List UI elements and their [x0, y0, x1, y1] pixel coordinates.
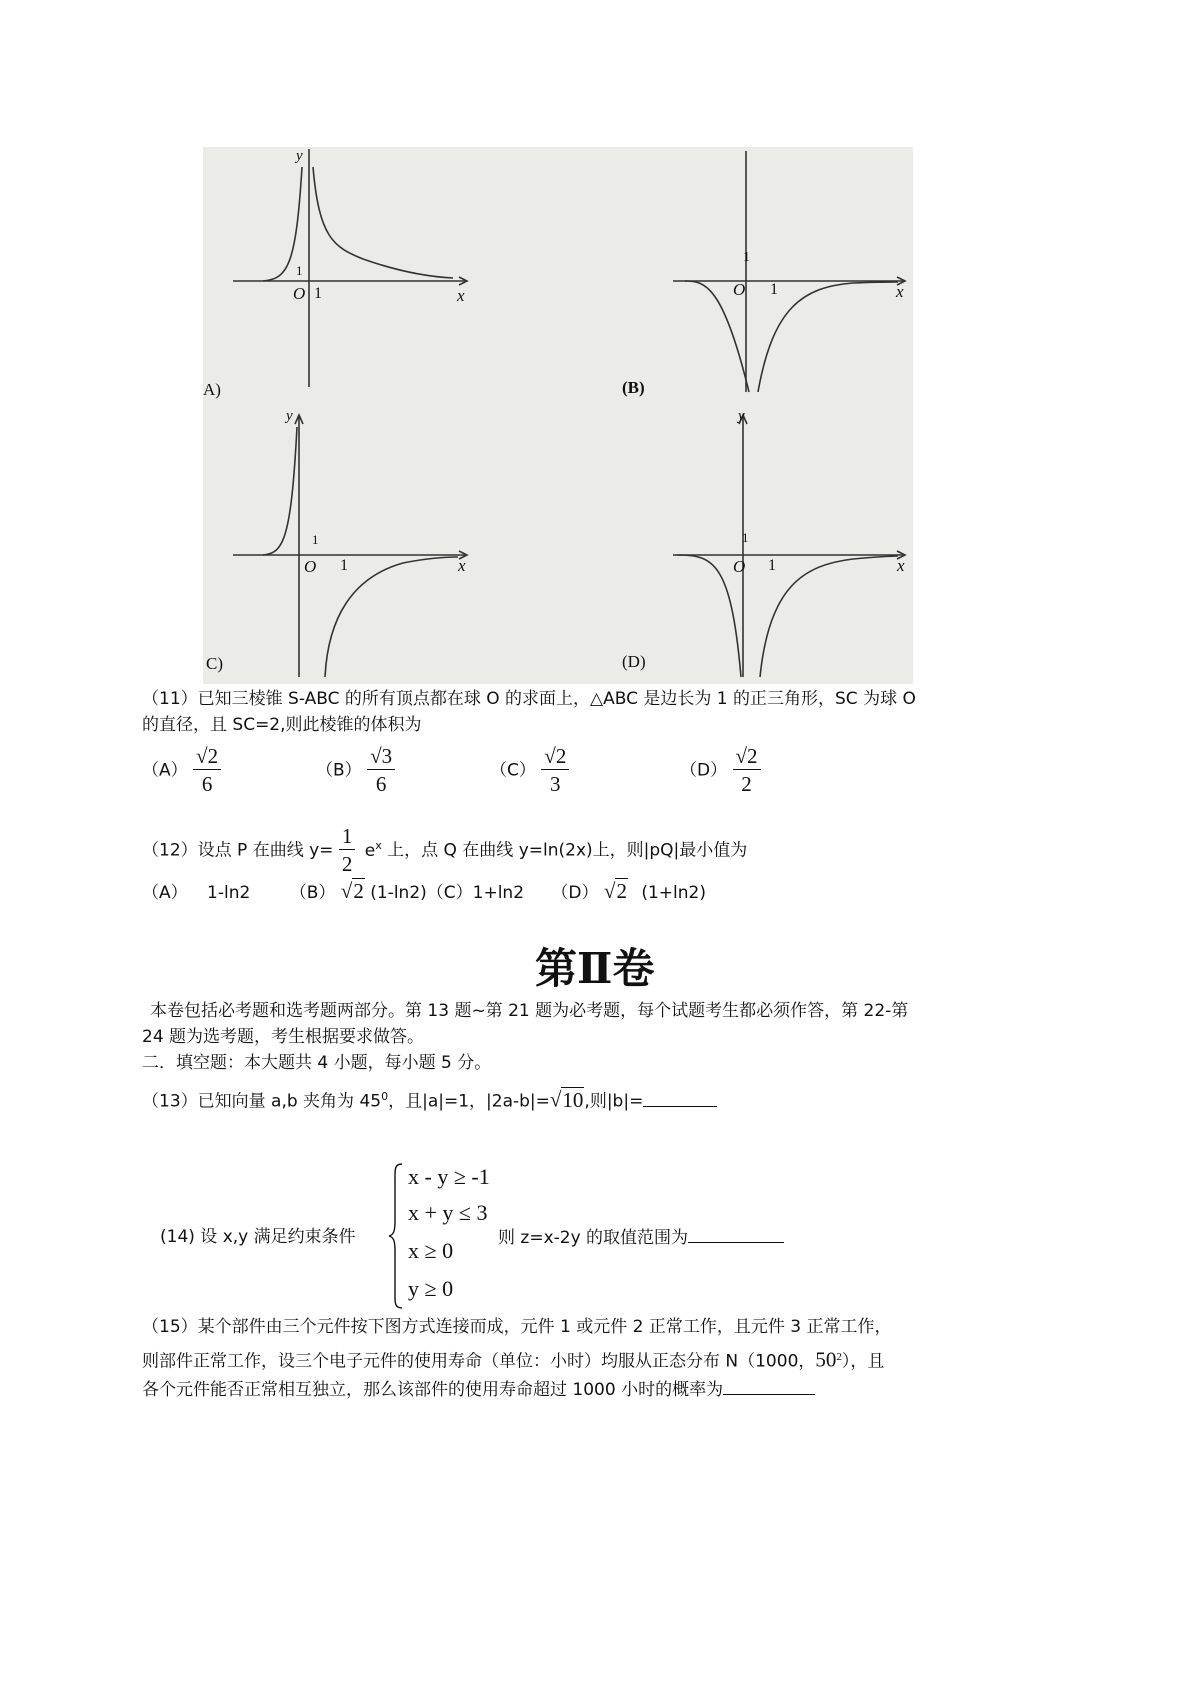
- q15-answer-blank[interactable]: [723, 1378, 815, 1395]
- panel-b-option-label: (B): [622, 378, 645, 397]
- panel-d-option-label: (D): [622, 652, 646, 671]
- q11-option-a-fraction: $\frac{√2}{6}$: [193, 746, 221, 795]
- q11-line1: （11）已知三棱锥 S-ABC 的所有顶点都在球 O 的求面上，△ABC 是边长为 1 的正三角形，SC 为球 O: [142, 689, 916, 709]
- q14-suffix-line: [498, 1226, 784, 1249]
- q14-constraint-1: x - y ≥ -1: [408, 1164, 490, 1189]
- q11-option-a: [142, 746, 221, 795]
- q11-option-c-numerator: 2: [555, 744, 567, 768]
- panel-d-y-label: y: [738, 408, 745, 424]
- q12-option-b-label: （B）: [289, 883, 336, 903]
- q13-sqrt: √10: [549, 1087, 584, 1112]
- q12-option-c-label: （C）: [426, 883, 473, 903]
- q15-line1: （15）某个部件由三个元件按下图方式连接而成，元件 1 或元件 2 正常工作，且元件 3 正常工作，: [142, 1317, 892, 1337]
- q12-prefix: （12）设点 P 在曲线 y=: [142, 840, 334, 861]
- q15-line3: [142, 1378, 815, 1401]
- panel-a-origin-label: O: [293, 284, 306, 303]
- panel-c-x-label: x: [458, 556, 466, 575]
- q11-option-a-numerator: 2: [207, 744, 219, 768]
- q12-option-c: 1+ln2: [472, 883, 525, 903]
- q12-exp-sup: x: [375, 838, 382, 852]
- panel-c-y-label: y: [286, 408, 293, 424]
- section-intro-line2: 24 题为选考题，考生根据要求做答。: [142, 1027, 425, 1047]
- q11-option-b-numerator: 3: [381, 744, 393, 768]
- q14-constraint-4: y ≥ 0: [408, 1276, 454, 1301]
- q13-middle: ，且|a|=1，|2a-b|=: [388, 1091, 550, 1112]
- q14-constraint-3: x ≥ 0: [408, 1238, 454, 1263]
- panel-d-tick-y: 1: [742, 530, 749, 545]
- q12-fraction-denominator: 2: [341, 852, 353, 876]
- q11-option-b-denominator: 6: [375, 772, 387, 796]
- q11-option-c-denominator: 3: [550, 772, 561, 796]
- q11-option-b: [316, 746, 395, 795]
- q11-option-c: [490, 746, 569, 795]
- q13-suffix: ,则|b|=: [584, 1091, 644, 1112]
- panel-c-option-label: C): [206, 654, 223, 673]
- panel-a-option-label: A): [203, 380, 221, 399]
- q14-constraint-system: [388, 1162, 498, 1310]
- q14-brace: [388, 1162, 404, 1310]
- q12-option-b-sqrt: √2: [340, 879, 364, 903]
- panel-c-origin-label: O: [304, 557, 317, 576]
- panel-c-tick-y: 1: [312, 532, 319, 547]
- q12-option-b: (1-ln2): [370, 883, 427, 903]
- q15-variance-sup: 2: [836, 1351, 842, 1363]
- q11-option-b-label: （B）: [316, 760, 362, 781]
- panel-b-x-label: x: [896, 282, 904, 301]
- q11-line2: 的直径，且 SC=2,则此棱锥的体积为: [142, 715, 422, 735]
- q15-line2: [142, 1346, 884, 1373]
- part-two-heading: 二．填空题：本大题共 4 小题，每小题 5 分。: [142, 1053, 492, 1073]
- panel-b-tick-y: 1: [743, 250, 750, 265]
- graph-options-figure: [203, 147, 913, 684]
- q13-radicand: 10: [562, 1087, 584, 1112]
- q11-option-d-label: （D）: [680, 760, 728, 781]
- q11-option-c-fraction: $\frac{√2}{3}$: [541, 746, 569, 795]
- q13-line: [142, 1086, 717, 1113]
- q13-degree-sup: 0: [381, 1090, 389, 1103]
- q15-line2-prefix: 则部件正常工作，设三个电子元件的使用寿命（单位：小时）均服从正态分布 N（1000，: [142, 1351, 816, 1372]
- panel-a-x-label: x: [457, 286, 465, 305]
- q11-option-d-denominator: 2: [741, 772, 752, 796]
- q12-exp-base: e: [364, 840, 376, 861]
- panel-c-tick-x: 1: [340, 557, 348, 574]
- q11-option-d-fraction: $\frac{√2}{2}$: [733, 746, 761, 795]
- q11-option-a-label: （A）: [142, 760, 188, 781]
- q11-option-a-denominator: 6: [201, 772, 213, 796]
- q14-prefix: (14) 设 x,y 满足约束条件: [160, 1227, 356, 1247]
- panel-d-tick-x: 1: [768, 557, 776, 574]
- q12-option-b-radicand: 2: [353, 879, 364, 903]
- q13-answer-blank[interactable]: [643, 1090, 717, 1107]
- q12-fraction: [339, 826, 356, 875]
- panel-d-origin-label: O: [733, 557, 746, 576]
- q14-suffix: 则 z=x-2y 的取值范围为: [498, 1228, 689, 1248]
- q11-option-d-numerator: 2: [747, 744, 758, 768]
- q12-option-d-radicand: 2: [616, 879, 627, 903]
- q12-option-d-sqrt: √2: [603, 879, 627, 903]
- section-title: 第Ⅱ卷: [535, 944, 655, 993]
- q12-option-d-label: （D）: [551, 883, 599, 903]
- q14-answer-blank[interactable]: [688, 1226, 784, 1243]
- q12-option-d: (1+ln2): [641, 883, 706, 903]
- q13-prefix: （13）已知向量 a,b 夹角为 45: [142, 1091, 382, 1112]
- q12-fraction-numerator: 1: [339, 826, 356, 850]
- q12-option-a-label: （A）: [142, 883, 188, 903]
- q11-option-c-label: （C）: [490, 760, 536, 781]
- panel-b-origin-label: O: [733, 280, 746, 299]
- panel-a-tick-x: 1: [314, 285, 322, 302]
- q12-suffix: 上，点 Q 在曲线 y=ln(2x)上，则|pQ|最小值为: [387, 840, 748, 861]
- panel-a-tick-y: 1: [296, 263, 303, 278]
- q15-line2-suffix: ），且: [841, 1351, 885, 1372]
- q12-option-a: 1-ln2: [207, 883, 251, 903]
- q12-stem: [142, 826, 747, 875]
- q15-variance-base: 50: [815, 1347, 837, 1372]
- q12-options: [142, 880, 706, 904]
- q15-line3-text: 各个元件能否正常相互独立，那么该部件的使用寿命超过 1000 小时的概率为: [142, 1380, 724, 1400]
- panel-a-y-label: y: [296, 148, 303, 164]
- q11-option-b-fraction: $\frac{√3}{6}$: [367, 746, 395, 795]
- q11-option-d: [680, 746, 761, 795]
- panel-b-tick-x: 1: [770, 281, 778, 298]
- q14-constraint-2: x + y ≤ 3: [408, 1200, 488, 1225]
- section-intro-line1: 本卷包括必考题和选考题两部分。第 13 题~第 21 题为必考题，每个试题考生都必须作答，第 22-第: [150, 1001, 909, 1021]
- panel-d-x-label: x: [897, 556, 905, 575]
